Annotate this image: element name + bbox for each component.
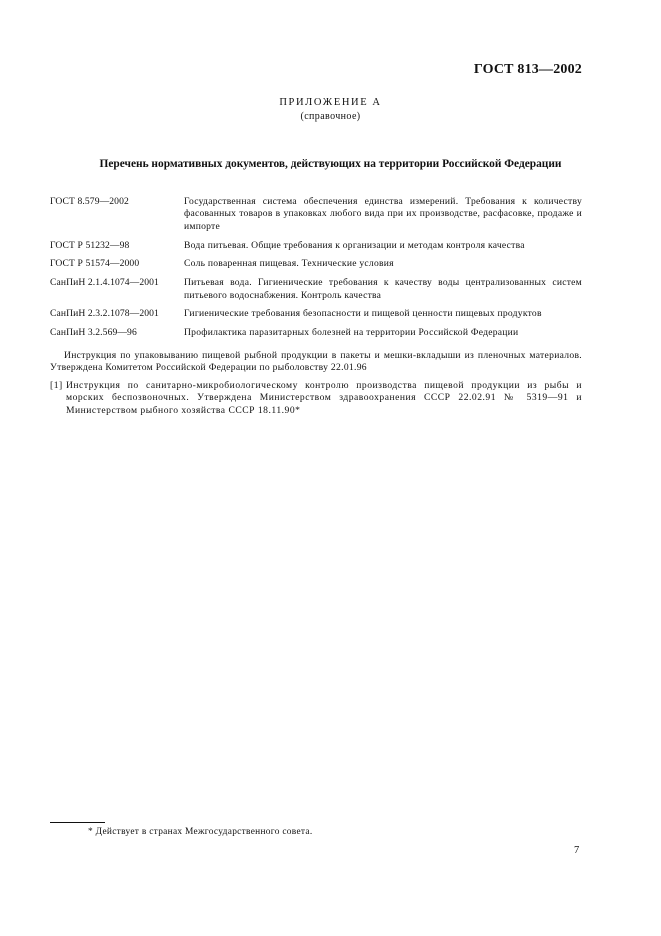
reference-description: Государственная система обеспечения единства измерений. Требования к количеству фасованных товаров в упаковках любого вида при их производстве, расфасовке, продаже и импорте	[184, 196, 582, 232]
appendix-subtitle: (справочное)	[300, 111, 361, 122]
reference-description: Соль поваренная пищевая. Технические условия	[184, 258, 394, 270]
reference-row	[50, 240, 582, 252]
reference-code: ГОСТ 8.579—2002	[50, 196, 129, 207]
appendix-title: ПРИЛОЖЕНИЕ А	[279, 97, 382, 108]
reference-code: ГОСТ Р 51232—98	[50, 239, 130, 251]
reference-code: СанПиН 2.1.4.1074—2001	[50, 277, 159, 289]
reference-code: СанПиН 2.3.2.1078—2001	[50, 308, 159, 320]
reference-description: Гигиенические требования безопасности и пищевой ценности пищевых продуктов	[184, 308, 542, 320]
bibliography-text: Инструкция по санитарно-микробиологическому контролю производства пищевой продукции из рыбы и морских беспозвоночных. Утверждена Министерством здравоохранения СССР 22.02.91 № 5319—91 и Министерством рыбного хозяйства СССР 18.11.90*	[66, 380, 582, 416]
footnote: * Действует в странах Межгосударственного совета.	[88, 827, 313, 837]
reference-row	[50, 277, 582, 302]
footnote-divider	[50, 822, 105, 823]
section-title: Перечень нормативных документов, действующих на территории Российской Федерации	[99, 158, 562, 170]
standard-code-header: ГОСТ 813—2002	[473, 62, 582, 77]
reference-description: Профилактика паразитарных болезней на территории Российской Федерации	[184, 327, 519, 339]
bibliography-entry	[50, 380, 582, 417]
page-number: 7	[574, 845, 580, 856]
reference-code: ГОСТ Р 51574—2000	[50, 258, 140, 270]
reference-row	[50, 327, 582, 339]
reference-row	[50, 196, 582, 233]
references-list	[50, 196, 582, 346]
reference-row	[50, 308, 582, 320]
instruction-paragraph: Инструкция по упаковыванию пищевой рыбной продукции в пакеты и мешки-вкладыши из пленочных материалов. Утверждена Комитетом Российской Федерации по рыболовству 22.01.96	[50, 350, 582, 374]
reference-code: СанПиН 3.2.569—96	[50, 327, 137, 339]
reference-row	[50, 258, 582, 270]
reference-description: Питьевая вода. Гигиенические требования к качеству воды централизованных систем питьевого водоснабжения. Контроль качества	[184, 277, 582, 301]
bibliography-number: [1]	[50, 380, 63, 391]
reference-description: Вода питьевая. Общие требования к организации и методам контроля качества	[184, 239, 525, 251]
